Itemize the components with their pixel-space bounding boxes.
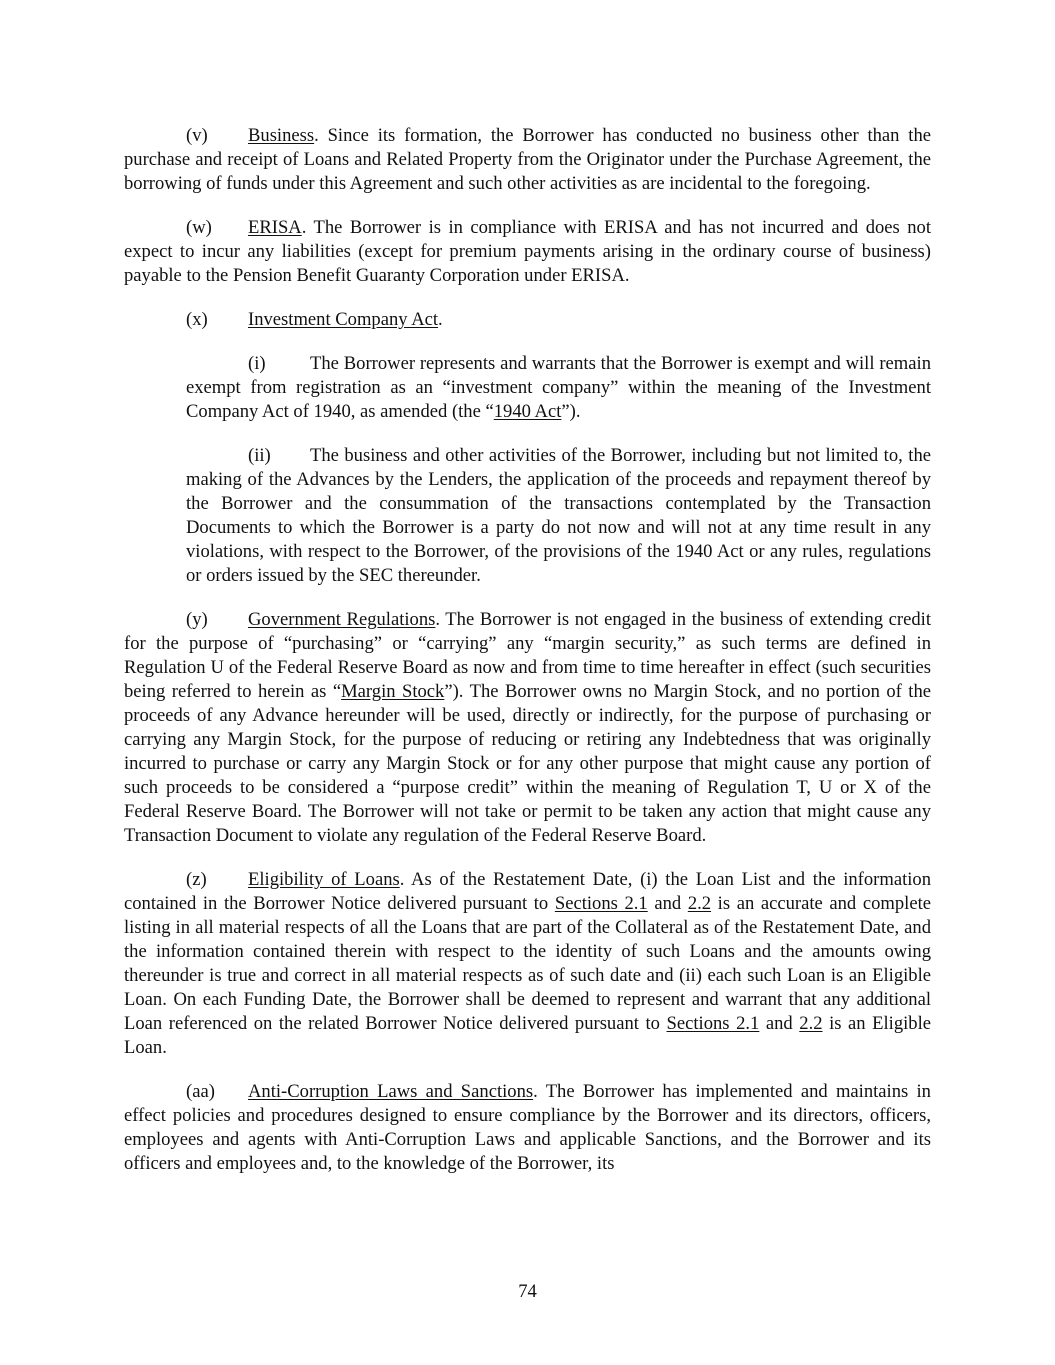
- subsection-text: The Borrower represents and warrants that the Borrower is exempt and will remain exempt from registration as an “investment company” within the meaning of the Investment Company Act of 1940, as amended (the “: [186, 353, 931, 422]
- subsection-label: (ii): [248, 445, 271, 466]
- page-number: 74: [518, 1281, 537, 1302]
- section-w: [124, 216, 931, 288]
- section-label: (x): [186, 309, 208, 330]
- section-z: [124, 868, 931, 1060]
- section-y: [124, 608, 931, 848]
- section-aa: [124, 1080, 931, 1176]
- cross-reference-link[interactable]: Sections 2.1: [554, 893, 648, 914]
- section-heading: Investment Company Act: [248, 309, 439, 330]
- section-label: (z): [186, 869, 207, 890]
- section-text: . The Borrower is not engaged in the business of extending credit for the purpose of “purchasing” or “carrying” any “margin security,” as such terms are defined in Regulation U of the Federal Reserve Board as now and from time to time hereafter in effect (such securities being referred to herein as “: [124, 609, 932, 702]
- section-text: . The Borrower has implemented and maintains in effect policies and procedures designed to ensure compliance by the Borrower and its directors, officers, employees and agents with Anti-Corruption Laws and applicable Sanctions, and the Borrower and its officers and employees and, to the knowledge of the Borrower, its: [124, 1081, 931, 1174]
- section-text: is an accurate and complete listing in all material respects of all the Loans that are part of the Collateral as of the Restatement Date, and the information contained therein with respect to the identity of such Loans and the amounts owing thereunder is true and correct in all material respects as of such date and (ii) each such Loan is an Eligible Loan. On each Funding Date, the Borrower shall be deemed to represent and warrant that any additional Loan referenced on the related Borrower Notice delivered pursuant to: [124, 893, 931, 1034]
- subsection-x-i: [186, 352, 931, 424]
- section-label: (aa): [186, 1081, 215, 1102]
- cross-reference-link[interactable]: 2.2: [687, 893, 712, 914]
- section-heading: ERISA: [248, 217, 302, 238]
- section-text: is an Eligible Loan.: [124, 1013, 932, 1058]
- section-label: (y): [186, 609, 208, 630]
- section-label: (w): [186, 217, 212, 238]
- section-text: . Since its formation, the Borrower has conducted no business other than the purchase and receipt of Loans and Related Property from the Originator under the Purchase Agreement, the borrowing of funds under this Agreement and such other activities as are incidental to the foregoing.: [124, 125, 931, 194]
- cross-reference-link[interactable]: Sections 2.1: [666, 1013, 760, 1034]
- defined-term-margin-stock: Margin Stock: [341, 681, 445, 702]
- section-heading: Government Regulations: [248, 609, 436, 630]
- cross-reference-link[interactable]: 2.2: [799, 1013, 823, 1034]
- section-text-end: ”). The Borrower owns no Margin Stock, and no portion of the proceeds of any Advance hereunder will be used, directly or indirectly, for the purpose of purchasing or carrying any Margin Stock, for the purpose of reducing or retiring any Indebtedness that was originally incurred to purchase or carry any Margin Stock or for any other purpose that might cause any portion of such proceeds to be considered a “purpose credit” within the meaning of Regulation T, U or X of the Federal Reserve Board. The Borrower will not take or permit to be taken any action that might cause any Transaction Document to violate any regulation of the Federal Reserve Board.: [124, 681, 931, 846]
- defined-term-1940-act: 1940 Act: [493, 401, 562, 422]
- subsection-text-end: ”).: [561, 401, 581, 422]
- subsection-text: The business and other activities of the Borrower, including but not limited to, the making of the Advances by the Lenders, the application of the proceeds and repayment thereof by the Borrower and the consummation of the transactions contemplated by the Transaction Documents to which the Borrower is a party do not now and will not at any time result in any violations, with respect to the Borrower, of the provisions of the 1940 Act or any rules, regulations or orders issued by the SEC thereunder.: [186, 445, 931, 586]
- section-heading: Anti-Corruption Laws and Sanctions: [248, 1081, 534, 1102]
- section-heading: Business: [248, 125, 315, 146]
- section-heading: Eligibility of Loans: [248, 869, 400, 890]
- section-text: .: [438, 309, 443, 330]
- section-label: (v): [186, 125, 208, 146]
- section-text: . As of the Restatement Date, (i) the Loan List and the information contained in the Borrower Notice delivered pursuant to: [124, 869, 931, 914]
- section-text: and: [759, 1013, 800, 1034]
- section-text: . The Borrower is in compliance with ERISA and has not incurred and does not expect to incur any liabilities (except for premium payments arising in the ordinary course of business) payable to the Pension Benefit Guaranty Corporation under ERISA.: [124, 217, 931, 286]
- subsection-label: (i): [248, 353, 266, 374]
- section-x: [124, 308, 931, 332]
- subsection-x-ii: [186, 444, 931, 588]
- section-text: and: [647, 893, 688, 914]
- section-v: [124, 124, 931, 196]
- document-page: [124, 124, 931, 1176]
